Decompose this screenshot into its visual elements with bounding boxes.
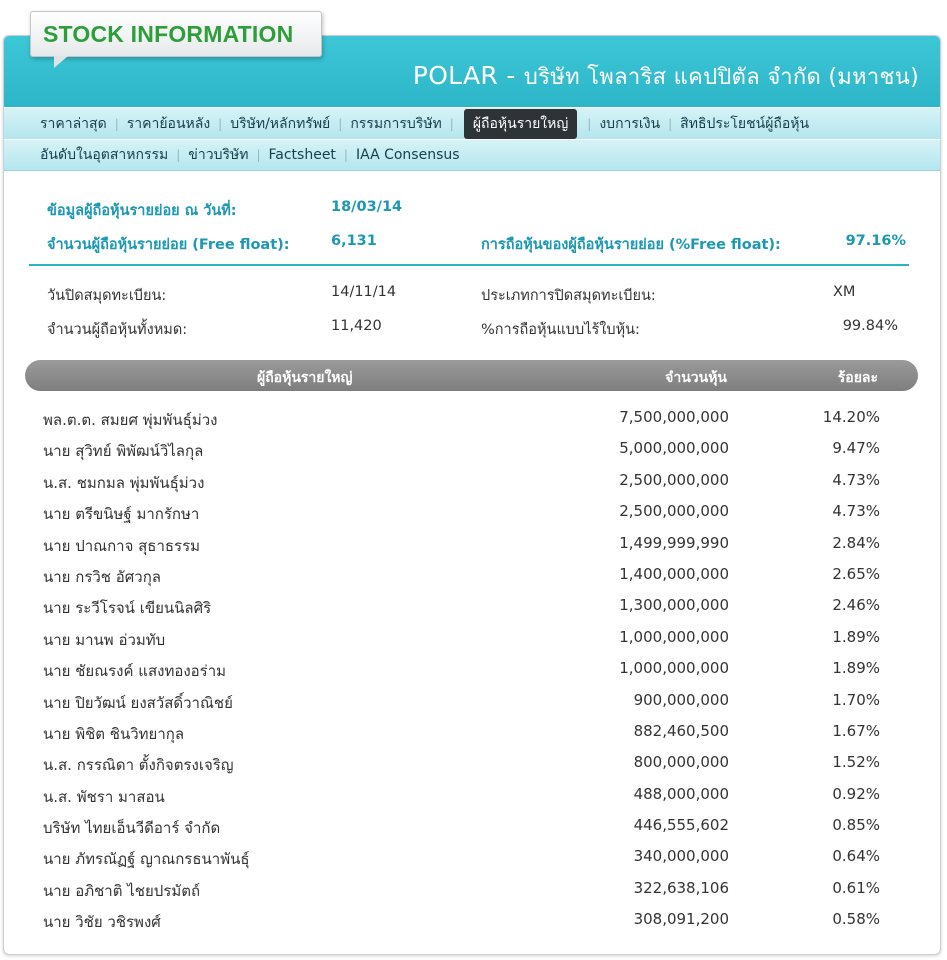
share-count: 882,460,500 [633, 721, 729, 740]
total-holders-label: จำนวนผู้ถือหุ้นทั้งหมด: [47, 322, 188, 338]
table-row [0, 590, 947, 621]
total-holders-value: 11,420 [331, 318, 382, 334]
table-row [0, 810, 947, 841]
company-name: บริษัท โพลาริส แคปปิตัล จำกัด (มหาชน) [523, 65, 919, 90]
table-header [25, 360, 918, 391]
nav-separator: | [668, 116, 673, 131]
share-count: 800,000,000 [633, 753, 729, 772]
share-count: 488,000,000 [633, 784, 729, 803]
holder-name: น.ส. ชมกมล พุ่มพันธุ์ม่วง [43, 473, 205, 492]
share-count: 2,500,000,000 [619, 502, 729, 521]
holder-name: นาย กรวิช อัศวกุล [43, 567, 161, 586]
nav-tab-row1-6[interactable]: สิทธิประโยชน์ผู้ถือหุ้น [680, 115, 810, 132]
shareholder-list [0, 402, 947, 936]
share-count: 446,555,602 [633, 816, 729, 835]
stock-symbol: POLAR [412, 61, 499, 90]
nav-tab-row2-2[interactable]: Factsheet [268, 147, 336, 163]
nav-tab-row1-3[interactable]: กรรมการบริษัท [350, 115, 442, 132]
share-count: 1,400,000,000 [619, 564, 729, 583]
nav-separator: | [114, 116, 119, 131]
share-percent: 1.89% [832, 659, 880, 678]
minor-date-label: ข้อมูลผู้ถือหุ้นรายย่อย ณ วันที่: [47, 203, 237, 219]
nav-tab-row1-2[interactable]: บริษัท/หลักทรัพย์ [230, 115, 331, 132]
holder-name: นาย มานพ อ่วมทับ [43, 630, 166, 649]
column-header-percent: ร้อยละ [837, 370, 878, 386]
share-percent: 1.52% [832, 753, 880, 772]
share-count: 1,499,999,990 [619, 533, 729, 552]
share-percent: 4.73% [832, 502, 880, 521]
holder-name: นาย ระวีโรจน์ เขียนนิลศิริ [43, 599, 212, 618]
nav-row-2 [4, 140, 940, 171]
table-row [0, 528, 947, 559]
share-percent: 1.70% [832, 690, 880, 709]
share-percent: 0.64% [832, 847, 880, 866]
nav-tab-row1-5[interactable]: งบการเงิน [599, 115, 661, 132]
nav-separator: | [218, 116, 223, 131]
book-close-value: 14/11/14 [331, 284, 397, 300]
holder-name: นาย สุวิทย์ พิพัฒน์วิไลกุล [43, 442, 204, 461]
nav-separator: | [587, 116, 592, 131]
book-close-label: วันปิดสมุดทะเบียน: [47, 288, 167, 304]
share-percent: 9.47% [832, 439, 880, 458]
free-float-label: จำนวนผู้ถือหุ้นรายย่อย (Free float): [47, 237, 290, 253]
share-percent: 4.73% [832, 470, 880, 489]
holder-name: นาย ปิยวัฒน์ ยงสวัสดิ์วาณิชย์ [43, 693, 233, 712]
column-header-holder: ผู้ถือหุ้นรายใหญ่ [257, 370, 353, 386]
pct-free-float-value: 97.16% [845, 233, 906, 249]
minor-date-value: 18/03/14 [331, 199, 403, 215]
share-percent: 2.65% [832, 564, 880, 583]
nav-separator: | [343, 148, 348, 162]
holder-name: นาย ภัทรณัฏฐ์ ญาณกรธนาพันธุ์ [43, 850, 250, 869]
book-type-value: XM [833, 284, 856, 300]
nav-tab-row2-1[interactable]: ข่าวบริษัท [188, 147, 249, 163]
table-row [0, 465, 947, 496]
nav-row-1 [4, 108, 940, 139]
holder-name: นาย อภิชาติ ไชยปรมัตถ์ [43, 881, 201, 900]
holder-name: นาย พิชิต ชินวิทยากุล [43, 724, 185, 743]
nav-tab-row2-3[interactable]: IAA Consensus [355, 147, 460, 163]
book-type-label: ประเภทการปิดสมุดทะเบียน: [481, 288, 656, 304]
share-percent: 1.89% [832, 627, 880, 646]
company-title [413, 59, 919, 94]
table-row [0, 496, 947, 527]
nav-tab-row1-0[interactable]: ราคาล่าสุด [40, 115, 107, 132]
share-count: 322,638,106 [633, 878, 729, 897]
nav-separator: | [338, 116, 343, 131]
share-count: 308,091,200 [633, 910, 729, 929]
scripless-label: %การถือหุ้นแบบไร้ใบหุ้น: [481, 322, 640, 338]
title-dash: - [506, 61, 516, 90]
nav-tab-row2-0[interactable]: อันดับในอุตสาหกรรม [40, 147, 169, 163]
share-percent: 0.58% [832, 910, 880, 929]
holder-name: บริษัท ไทยเอ็นวีดีอาร์ จำกัด [43, 819, 221, 838]
table-row [0, 747, 947, 778]
holder-name: นาย ชัยณรงค์ แสงทองอร่าม [43, 662, 227, 681]
share-percent: 0.92% [832, 784, 880, 803]
column-header-shares: จำนวนหุ้น [665, 370, 727, 386]
table-row [0, 685, 947, 716]
share-count: 340,000,000 [633, 847, 729, 866]
share-percent: 2.46% [832, 596, 880, 615]
share-count: 1,000,000,000 [619, 659, 729, 678]
share-percent: 1.67% [832, 721, 880, 740]
nav-separator: | [256, 148, 261, 162]
holder-name: นาย วิชัย วชิรพงศ์ [43, 913, 161, 932]
share-percent: 2.84% [832, 533, 880, 552]
banner-tail [54, 56, 68, 68]
table-row [0, 559, 947, 590]
share-count: 1,300,000,000 [619, 596, 729, 615]
holder-name: น.ส. พัชรา มาสอน [43, 787, 165, 806]
holder-name: นาย ปาณกาจ สุธาธรรม [43, 536, 201, 555]
holder-name: พล.ต.ต. สมยศ พุ่มพันธุ์ม่วง [43, 411, 218, 429]
summary-divider [29, 264, 909, 266]
table-row [0, 904, 947, 935]
nav-tab-row1-4[interactable]: ผู้ถือหุ้นรายใหญ่ [464, 109, 577, 139]
nav-separator: | [176, 148, 181, 162]
share-count: 2,500,000,000 [619, 470, 729, 489]
table-row [0, 841, 947, 872]
table-row [0, 433, 947, 464]
scripless-value: 99.84% [842, 318, 898, 334]
share-percent: 14.20% [822, 408, 880, 426]
table-row [0, 402, 947, 433]
table-row [0, 873, 947, 904]
share-count: 1,000,000,000 [619, 627, 729, 646]
holder-name: น.ส. กรรณิดา ตั้งกิจตรงเจริญ [43, 756, 234, 775]
free-float-value: 6,131 [331, 233, 377, 249]
table-row [0, 779, 947, 810]
nav-tab-row1-1[interactable]: ราคาย้อนหลัง [126, 115, 211, 132]
share-count: 7,500,000,000 [619, 408, 729, 426]
table-row [0, 622, 947, 653]
table-row [0, 716, 947, 747]
share-percent: 0.85% [832, 816, 880, 835]
nav-separator: | [449, 116, 454, 131]
pct-free-float-label: การถือหุ้นของผู้ถือหุ้นรายย่อย (%Free float): [481, 237, 781, 253]
holder-name: นาย ตรีขนิษฐ์ มากรักษา [43, 505, 200, 524]
stock-information-banner: STOCK INFORMATION [30, 11, 322, 57]
table-row [0, 653, 947, 684]
share-count: 900,000,000 [633, 690, 729, 709]
share-count: 5,000,000,000 [619, 439, 729, 458]
share-percent: 0.61% [832, 878, 880, 897]
